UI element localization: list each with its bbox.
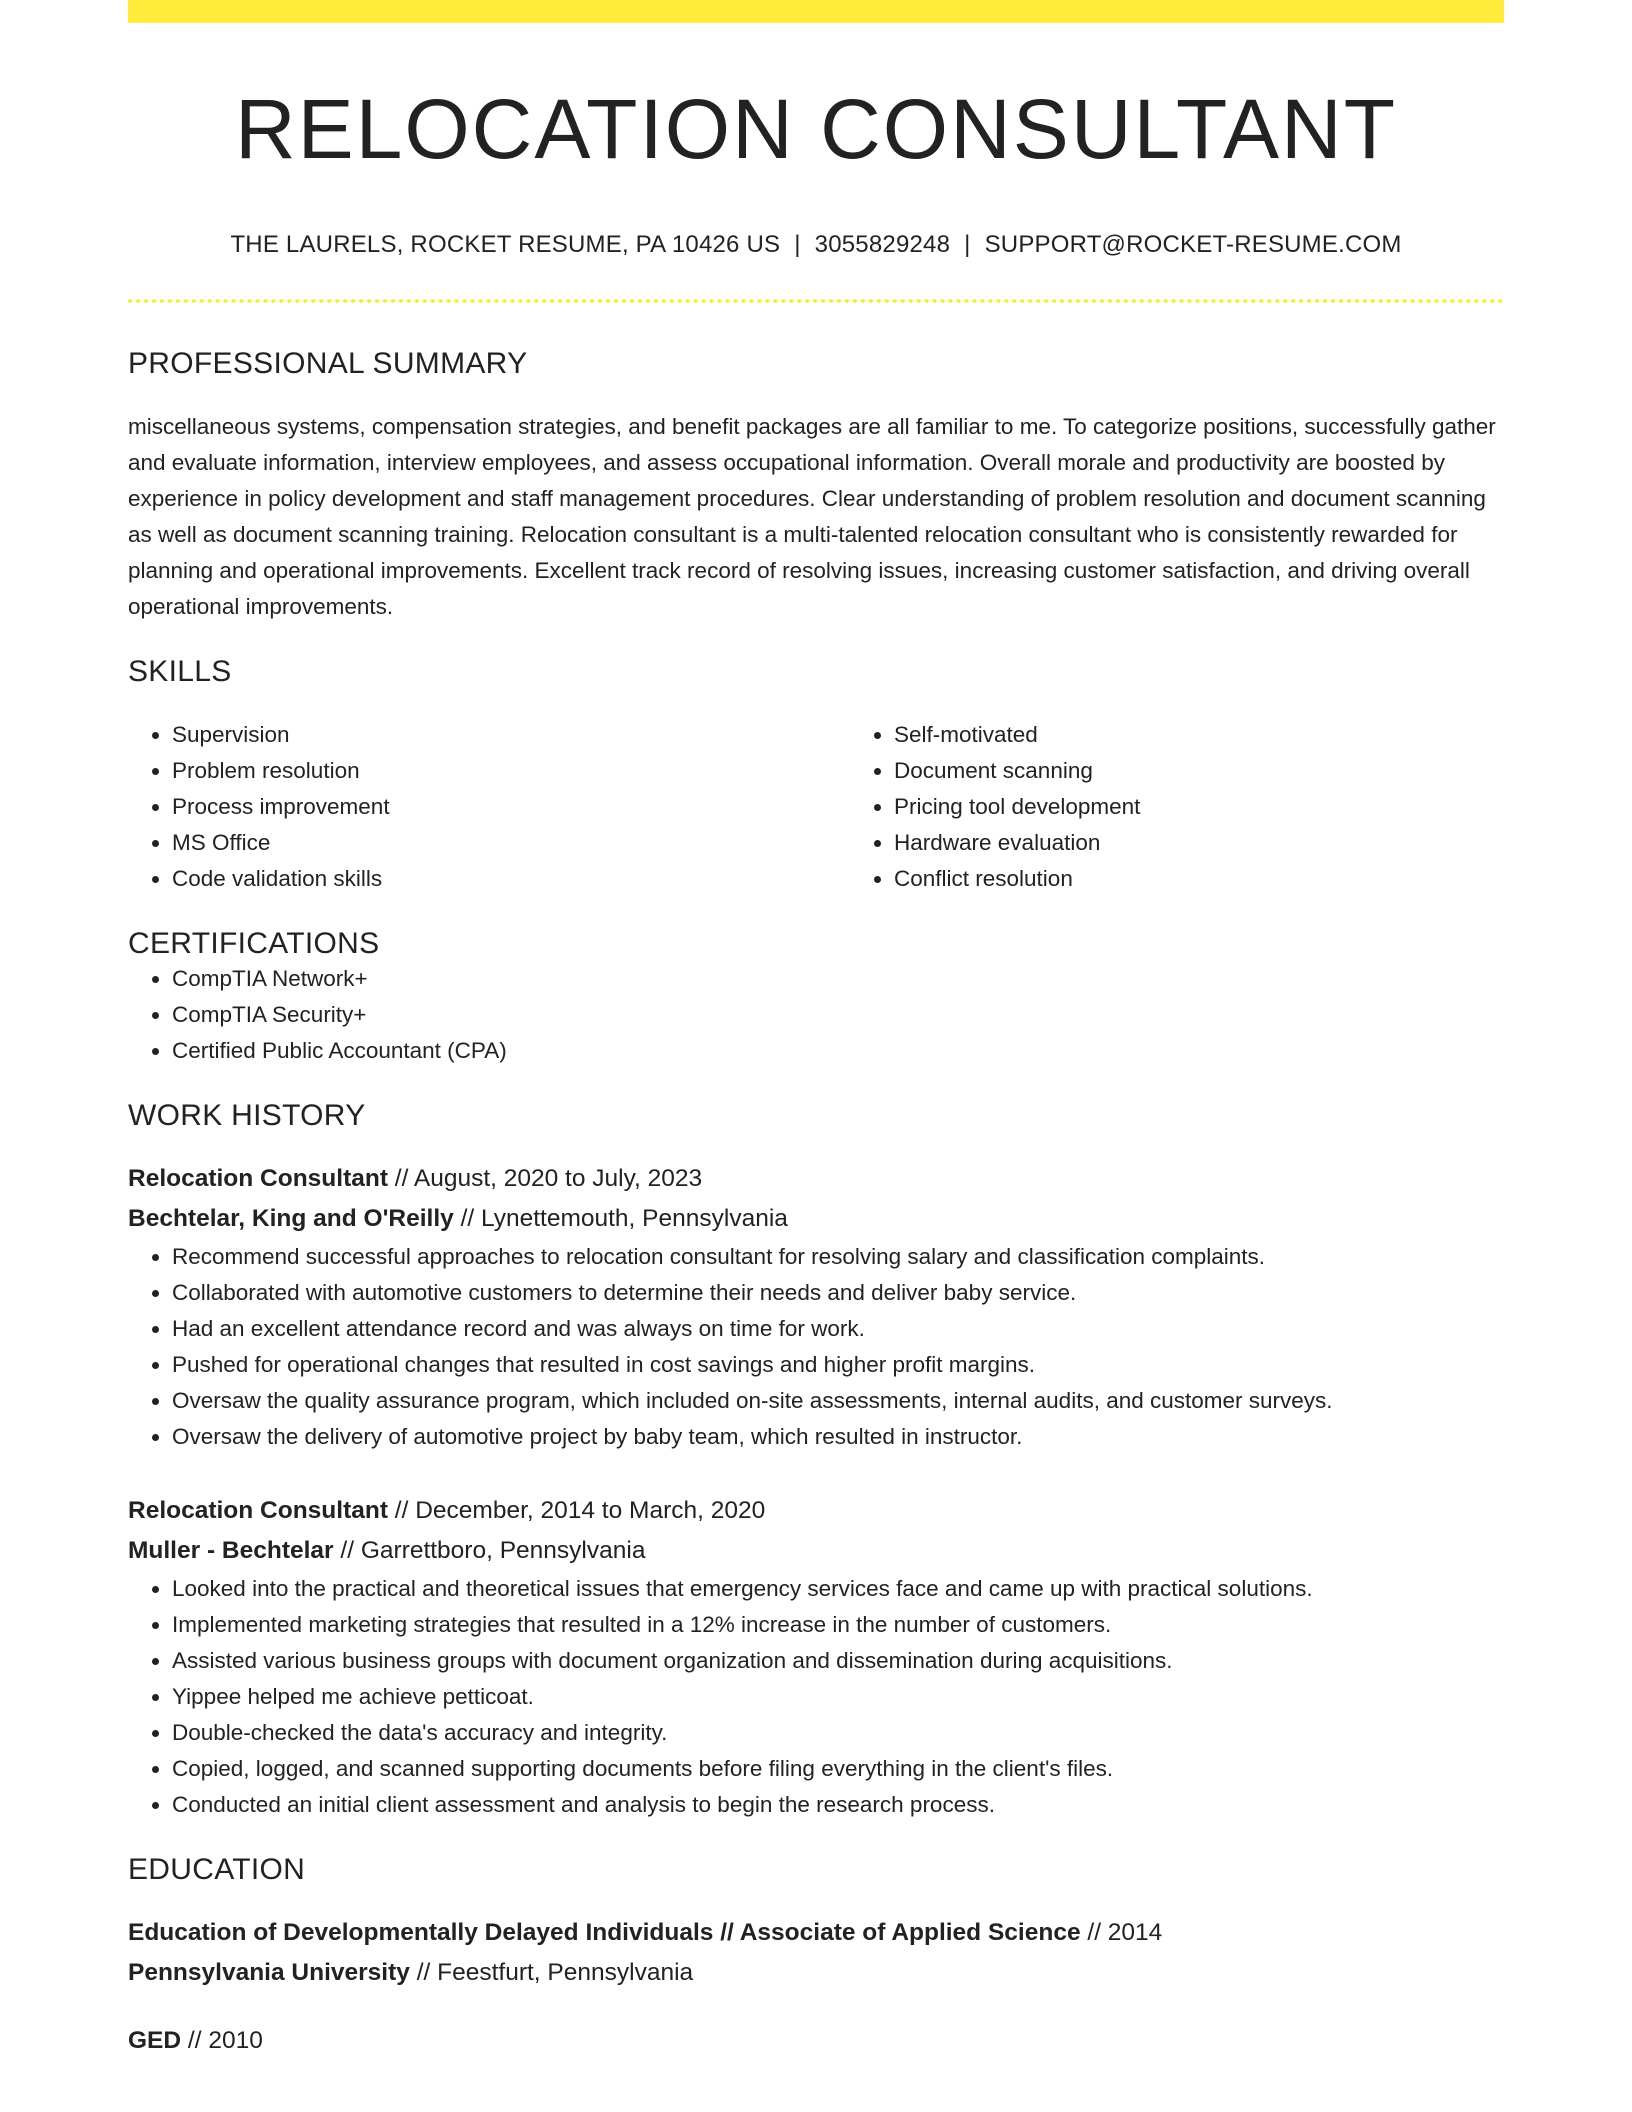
education-year: // 2014 xyxy=(1080,1919,1163,1947)
contact-address: THE LAURELS, ROCKET RESUME, PA 10426 US xyxy=(230,231,781,259)
job-bullet: • Recommend successful approaches to relocation consultant for resolving salary and classification complaints. xyxy=(172,1239,1504,1275)
job-location: // Garrettboro, Pennsylvania xyxy=(333,1537,646,1565)
job-company: Muller - Bechtelar xyxy=(128,1537,334,1565)
skill-item: • MS Office xyxy=(172,825,850,861)
education-location: // Feestfurt, Pennsylvania xyxy=(409,1959,694,1987)
skill-item: • Process improvement xyxy=(172,789,850,825)
certifications-list xyxy=(128,961,1504,1069)
job-bullet: • Pushed for operational changes that resulted in cost savings and higher profit margins. xyxy=(172,1347,1504,1383)
education-school-line xyxy=(128,1953,1504,1993)
top-accent-bar xyxy=(128,0,1504,23)
job-bullet: • Collaborated with automotive customers to determine their needs and deliver baby service. xyxy=(172,1275,1504,1311)
education-degree: Education of Developmentally Delayed Individuals // Associate of Applied Science xyxy=(128,1919,1081,1947)
job-bullet: • Implemented marketing strategies that resulted in a 12% increase in the number of customers. xyxy=(172,1607,1504,1643)
skill-item: • Document scanning xyxy=(894,753,1572,789)
job-title-line xyxy=(128,1491,1504,1531)
resume-name: RELOCATION CONSULTANT xyxy=(234,82,1398,176)
job-bullets xyxy=(128,1571,1504,1823)
contact-line xyxy=(128,231,1504,259)
contact-separator: | xyxy=(794,231,801,259)
skill-item: • Hardware evaluation xyxy=(894,825,1572,861)
contact-separator: | xyxy=(964,231,971,259)
certification-item: • CompTIA Network+ xyxy=(172,961,1504,997)
work-history-heading: WORK HISTORY xyxy=(128,1099,366,1133)
skill-item: • Conflict resolution xyxy=(894,861,1572,897)
skills-right-column xyxy=(850,717,1572,897)
job-bullet: • Oversaw the delivery of automotive project by baby team, which resulted in instructor. xyxy=(172,1419,1504,1455)
education-degree: GED xyxy=(128,2027,182,2055)
contact-phone: 3055829248 xyxy=(814,231,951,259)
summary-text: miscellaneous systems, compensation strategies, and benefit packages are all familiar to me. To categorize positions, successfully gather and evaluate information, interview employees, and assess occupational information. Overall morale and productivity are boosted by experience in policy development and staff management procedures. Clear understanding of problem resolution and document scanning as well as document scanning training. Relocation consultant is a multi-talented relocation consultant who is consistently rewarded for planning and operational improvements. Excellent track record of resolving issues, increasing customer satisfaction, and driving overall operational improvements. xyxy=(128,414,1496,620)
education-heading: EDUCATION xyxy=(128,1853,306,1887)
job-bullets xyxy=(128,1239,1504,1455)
skills-heading: SKILLS xyxy=(128,655,232,689)
education-degree-line xyxy=(128,1913,1504,1953)
job-bullet: • Yippee helped me achieve petticoat. xyxy=(172,1679,1504,1715)
job-bullet: • Conducted an initial client assessment and analysis to begin the research process. xyxy=(172,1787,1504,1823)
contact-email: SUPPORT@ROCKET-RESUME.COM xyxy=(984,231,1402,259)
education-degree-line xyxy=(128,2021,1504,2061)
job-company-line xyxy=(128,1199,1504,1239)
skill-item: • Code validation skills xyxy=(172,861,850,897)
education-year: // 2010 xyxy=(181,2027,263,2055)
job-company: Bechtelar, King and O'Reilly xyxy=(128,1205,454,1233)
job-company-line xyxy=(128,1531,1504,1571)
job-role: Relocation Consultant xyxy=(128,1165,388,1193)
resume-page xyxy=(128,0,1504,2061)
job-dates: // August, 2020 to July, 2023 xyxy=(387,1165,703,1193)
skill-item: • Pricing tool development xyxy=(894,789,1572,825)
certification-item: • CompTIA Security+ xyxy=(172,997,1504,1033)
job-bullet: • Copied, logged, and scanned supporting documents before filing everything in the client's files. xyxy=(172,1751,1504,1787)
job-role: Relocation Consultant xyxy=(128,1497,388,1525)
education-school: Pennsylvania University xyxy=(128,1959,410,1987)
job-bullet: • Double-checked the data's accuracy and integrity. xyxy=(172,1715,1504,1751)
job-bullet: • Assisted various business groups with document organization and dissemination during acquisitions. xyxy=(172,1643,1504,1679)
certification-item: • Certified Public Accountant (CPA) xyxy=(172,1033,1504,1069)
skill-item: • Self-motivated xyxy=(894,717,1572,753)
skills-list xyxy=(128,717,1504,897)
certifications-heading: CERTIFICATIONS xyxy=(128,927,380,961)
job-bullet: • Had an excellent attendance record and was always on time for work. xyxy=(172,1311,1504,1347)
summary-heading: PROFESSIONAL SUMMARY xyxy=(128,347,528,381)
job-title-line xyxy=(128,1159,1504,1199)
job-bullet: • Looked into the practical and theoretical issues that emergency services face and came up with practical solutions. xyxy=(172,1571,1504,1607)
job-dates: // December, 2014 to March, 2020 xyxy=(387,1497,766,1525)
skill-item: • Problem resolution xyxy=(172,753,850,789)
job-location: // Lynettemouth, Pennsylvania xyxy=(453,1205,788,1233)
dotted-divider xyxy=(128,299,1504,303)
skills-left-column xyxy=(128,717,850,897)
job-bullet: • Oversaw the quality assurance program, which included on-site assessments, internal audits, and customer surveys. xyxy=(172,1383,1504,1419)
skill-item: • Supervision xyxy=(172,717,850,753)
